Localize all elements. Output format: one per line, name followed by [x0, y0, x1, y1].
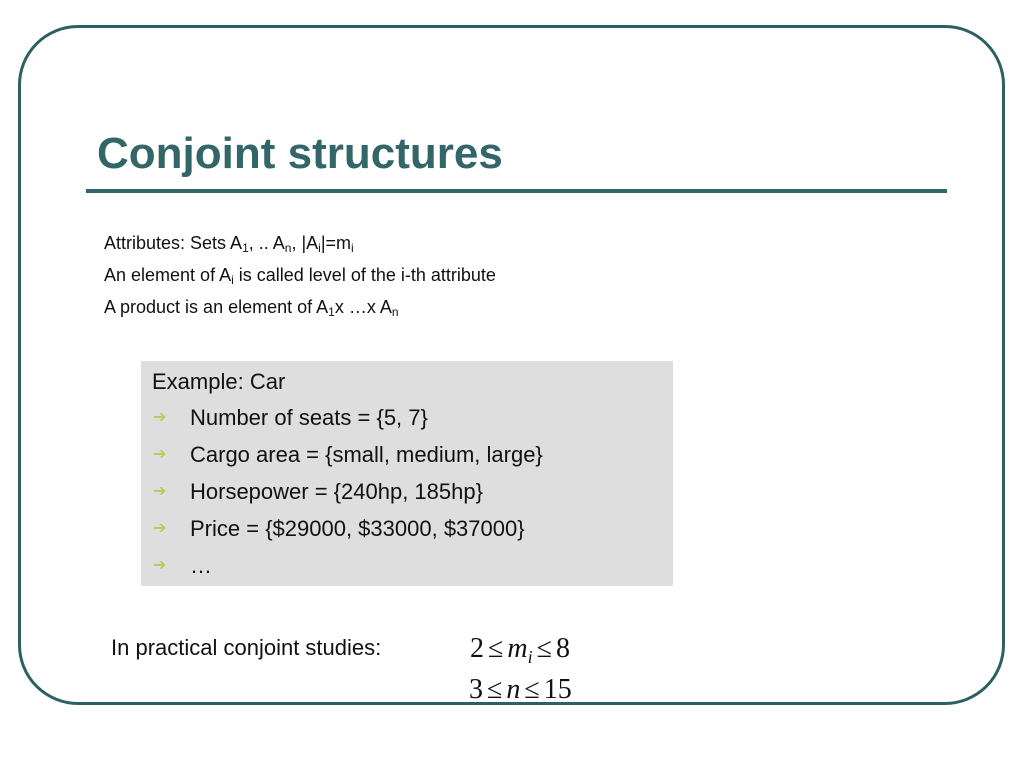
- practical-studies-label: In practical conjoint studies:: [111, 635, 382, 660]
- arrow-right-icon: ➔: [153, 409, 167, 426]
- example-heading: Example: Car: [152, 369, 286, 394]
- arrow-right-icon: ➔: [153, 483, 167, 500]
- arrow-right-icon: ➔: [153, 520, 167, 537]
- intro-definitions: [104, 229, 496, 325]
- level-definition: An element of $A_i$ is called level of the i-th attribute: [104, 265, 496, 287]
- levels-count-formula: $2 \le m_i \le 8$: [470, 633, 570, 667]
- attributes-count-formula: 3 ≤ n ≤ 15: [469, 674, 572, 705]
- list-item-text: …: [190, 553, 212, 578]
- arrow-right-icon: ➔: [153, 557, 167, 574]
- list-item-text: Cargo area = {small, medium, large}: [190, 442, 543, 467]
- title-divider: [86, 189, 947, 193]
- list-item-text: Price = {$29000, $33000, $37000}: [190, 516, 525, 541]
- arrow-right-icon: ➔: [153, 446, 167, 463]
- slide-title: Conjoint structures: [97, 129, 503, 178]
- list-item-text: Horsepower = {240hp, 185hp}: [190, 479, 483, 504]
- product-definition: A product is an element of $A_1x$ …x $A_n$: [104, 297, 399, 319]
- list-item-text: Number of seats = {5, 7}: [190, 405, 428, 430]
- attributes-definition: Attributes: Sets $A_1$, .. $A_n$, $|A_i|=m_i$: [104, 233, 354, 255]
- example-box: [141, 361, 673, 586]
